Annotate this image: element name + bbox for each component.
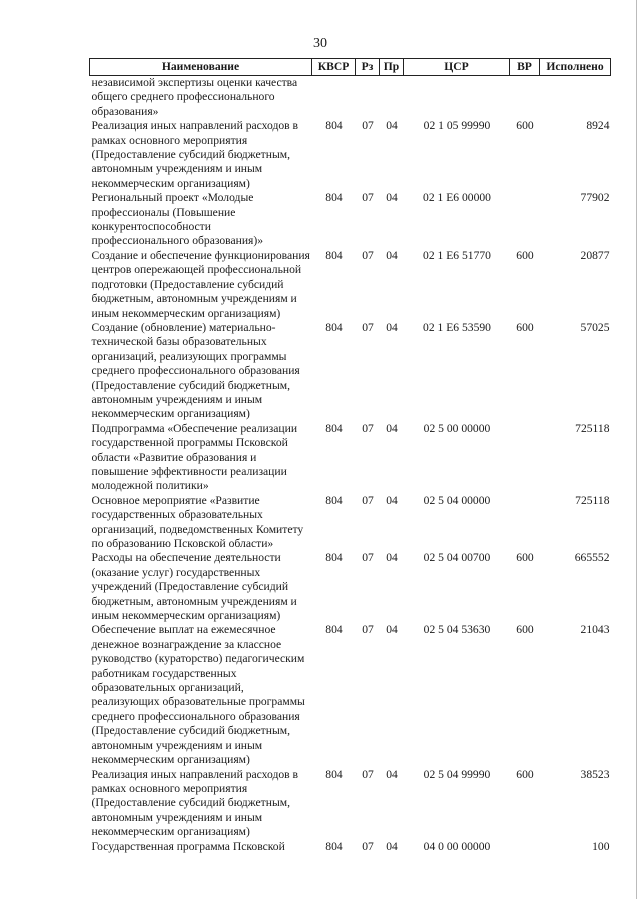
page-number: 30 xyxy=(313,36,327,51)
cell-name: Региональный проект «Молодые профессионалы (Повышение конкурентоспособности профессионального образования)» xyxy=(91,191,264,248)
table-row xyxy=(90,494,611,552)
cell-kvsr: 804 xyxy=(325,248,343,262)
cell-vr xyxy=(510,494,540,552)
cell-pr: 04 xyxy=(386,191,398,205)
cell-name: Создание и обеспечение функционирования центров опережающей профессиональной подготовки (Предоставление субсидий бюджетным, автономным учреждениям и иным некоммерческим организациям) xyxy=(91,248,310,320)
cell-name: Основное мероприятие «Развитие государственных образовательных организаций, подведомственных Комитету по образованию Псковской области» xyxy=(91,493,304,550)
cell-rz: 07 xyxy=(362,493,374,507)
cell-vr xyxy=(510,76,540,120)
cell-vr xyxy=(510,840,540,854)
cell-pr: 04 xyxy=(386,119,398,133)
table-row xyxy=(90,249,611,321)
cell-done: 100 xyxy=(592,839,610,853)
cell-rz: 07 xyxy=(362,839,374,853)
header-vr: ВР xyxy=(510,59,540,76)
cell-rz xyxy=(356,76,380,120)
cell-kvsr: 804 xyxy=(325,320,343,334)
cell-vr xyxy=(510,422,540,494)
cell-rz: 07 xyxy=(362,623,374,637)
cell-csr: 02 5 04 00700 xyxy=(423,551,491,565)
cell-done: 57025 xyxy=(580,320,610,334)
header-kvsr: КВСР xyxy=(312,59,356,76)
cell-kvsr: 804 xyxy=(325,119,343,133)
cell-name: Реализация иных направлений расходов в рамках основного мероприятия (Предоставление субсидий бюджетным, автономным учреждениям и иным некоммерческим организациям) xyxy=(91,767,298,839)
cell-rz: 07 xyxy=(362,119,374,133)
table-row xyxy=(90,119,611,191)
cell-done: 21043 xyxy=(580,623,610,637)
cell-kvsr: 804 xyxy=(325,551,343,565)
cell-done: 8924 xyxy=(586,119,610,133)
header-pr: Пр xyxy=(380,59,404,76)
table-row xyxy=(90,623,611,767)
cell-pr xyxy=(380,76,404,120)
cell-pr: 04 xyxy=(386,839,398,853)
cell-kvsr xyxy=(312,76,356,120)
cell-kvsr: 804 xyxy=(325,421,343,435)
budget-execution-table xyxy=(89,58,611,854)
cell-csr: 02 5 04 99990 xyxy=(423,767,491,781)
cell-pr: 04 xyxy=(386,248,398,262)
cell-pr: 04 xyxy=(386,767,398,781)
table-row xyxy=(90,76,611,120)
table-row xyxy=(90,321,611,422)
cell-vr: 600 xyxy=(516,248,534,262)
cell-pr: 04 xyxy=(386,551,398,565)
table-row xyxy=(90,551,611,623)
cell-kvsr: 804 xyxy=(325,493,343,507)
table-row xyxy=(90,191,611,249)
cell-name: Реализация иных направлений расходов в рамках основного мероприятия (Предоставление субсидий бюджетным, автономным учреждениям и иным некоммерческим организациям) xyxy=(91,119,298,190)
cell-pr: 04 xyxy=(386,623,398,637)
cell-done xyxy=(540,76,611,120)
cell-csr: 02 1 Е6 00000 xyxy=(423,191,491,205)
header-done: Исполнено xyxy=(540,59,611,76)
cell-csr: 02 5 04 00000 xyxy=(423,493,491,507)
cell-vr: 600 xyxy=(516,623,534,637)
cell-csr: 02 5 04 53630 xyxy=(423,623,491,637)
cell-name: Подпрограмма «Обеспечение реализации государственной программы Псковской области «Развитие образования и повышение эффективности реализации молодежной политики» xyxy=(91,421,298,493)
cell-rz: 07 xyxy=(362,421,374,435)
cell-pr: 04 xyxy=(386,493,398,507)
cell-kvsr: 804 xyxy=(325,767,343,781)
cell-rz: 07 xyxy=(362,191,374,205)
table-row xyxy=(90,768,611,840)
scan-edge-line xyxy=(636,0,637,899)
cell-csr: 02 1 Е6 53590 xyxy=(423,320,491,334)
header-rz: Рз xyxy=(356,59,380,76)
cell-kvsr: 804 xyxy=(325,839,343,853)
cell-name: Обеспечение выплат на ежемесячное денежное вознаграждение за классное руководство (кураторство) педагогическим работникам государственных образовательных организаций, реализующих образовательные программы среднего профессионального образования (Предоставление субсидий бюджетным, автономным учреждениям и иным некоммерческим организациям) xyxy=(91,623,305,767)
cell-csr xyxy=(404,76,510,120)
cell-csr: 02 1 05 99990 xyxy=(423,119,491,133)
cell-vr: 600 xyxy=(516,767,534,781)
cell-done: 725118 xyxy=(575,421,610,435)
cell-vr: 600 xyxy=(516,320,534,334)
cell-rz: 07 xyxy=(362,767,374,781)
cell-done: 725118 xyxy=(575,493,610,507)
cell-csr: 02 1 Е6 51770 xyxy=(423,248,491,262)
cell-kvsr: 804 xyxy=(325,623,343,637)
cell-vr: 600 xyxy=(516,551,534,565)
table-row xyxy=(90,422,611,494)
header-name: Наименование xyxy=(90,59,312,76)
table-row xyxy=(90,840,611,854)
cell-rz: 07 xyxy=(362,551,374,565)
table-header-row xyxy=(90,59,611,76)
cell-done: 77902 xyxy=(580,191,610,205)
cell-csr: 02 5 00 00000 xyxy=(423,421,491,435)
cell-done: 665552 xyxy=(574,551,610,565)
cell-name: независимой экспертизы оценки качества общего среднего профессионального образования» xyxy=(91,76,298,118)
cell-vr: 600 xyxy=(516,119,534,133)
cell-rz: 07 xyxy=(362,320,374,334)
cell-done: 38523 xyxy=(580,767,610,781)
cell-name: Создание (обновление) материально-технической базы образовательных организаций, реализующих программы среднего профессионального образования (Предоставление субсидий бюджетным, автономным учреждениям и иным некоммерческим организациям) xyxy=(91,320,300,421)
cell-pr: 04 xyxy=(386,421,398,435)
cell-kvsr: 804 xyxy=(325,191,343,205)
cell-done: 20877 xyxy=(580,248,610,262)
cell-rz: 07 xyxy=(362,248,374,262)
cell-name: Государственная программа Псковской xyxy=(91,839,285,853)
cell-pr: 04 xyxy=(386,320,398,334)
header-csr: ЦСР xyxy=(404,59,510,76)
cell-name: Расходы на обеспечение деятельности (оказание услуг) государственных учреждений (Предоставление субсидий бюджетным, автономным учреждениям и иным некоммерческим организациям) xyxy=(91,551,297,623)
cell-vr xyxy=(510,191,540,249)
cell-csr: 04 0 00 00000 xyxy=(423,839,491,853)
